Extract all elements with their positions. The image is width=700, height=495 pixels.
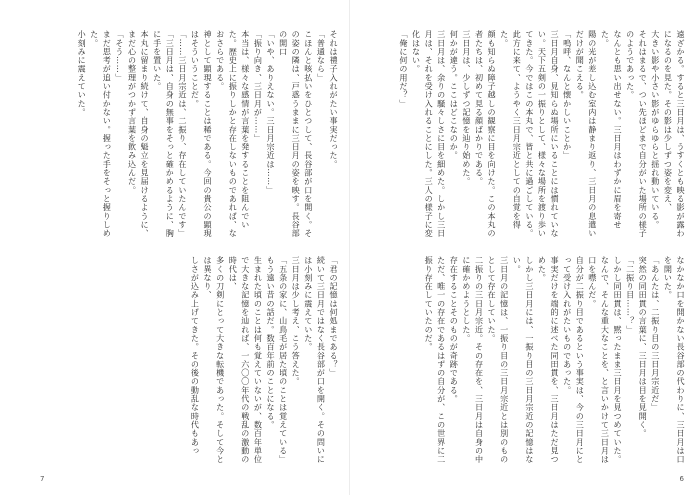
right-page (350, 0, 700, 495)
right-page-number: 6 (679, 475, 684, 483)
left-page-upper-text: それは禮子入れがたい事実だった。 「普通なら」 こほんと咳払いをひとつして、長谷部が口を開く。その姿の隣は、戸惑うままに三日月の姿を映す。長谷部の開口 「いや、ありえない。三日月宗近は……」 「振り向き、三日月が……」 本当は、様々な感情が言葉を発することを阻んでいた。歴史上に振りしかと存在しないものであれば、なおさらである。 神として顕現することは稀である。今回の貴公の顕現はそういうことだ。 「……三日月宗近は、二振り、存在していたんです」 「三日月は、自身の無事をそっと確かめるように、胸に手を置いた。 本丸に留まり続けて、自身の魁立を見届けるように、まだ心の整理がつかず言葉を飲み込んだ。 「そう……」 まだ思考が追い付かない。握った手をそっと握りしめた。 小刻みに震えていた。 (77, 30, 339, 238)
left-page-number: 7 (40, 475, 45, 483)
left-page-lower-text: 「君の記憶は何処まである？」 続いて三日月ではなく長谷部が口を開く。その問いには小刻みに震えていた。 三日月は少し考え、こう答えた。 「五条の家に、山鳥毛が居た頃のことは覚えている」 もう遠い昔の話だ。数百年前のことになる。 生まれた頃のことは何も覚えていないが、数百年単位で大きな記憶を辿れば、一六〇〇年代の戦乱の激動の時代は、 多くの刀剣にとって大きな転機であった。そして今とは異なり、 しさが込み上げてきた。その後の動乱な時代もあっ (190, 256, 339, 464)
right-page-lower-text: なかなか口を開かない長谷部の代わりに、三日月は口を開いた。 「あんたは、二振り目の三日月宗近だ」 突然の同田貫の言葉に、三日月は目を見開く。 「二振り目……？」 しかし同田貫は、黙ったまま三日月を見つめていた。 なんで、そんな重大なことを、と言いかけて三日月は口を噤んだ。 自分が二振り目であるという事実は、今の三日月にとって受け入れがたいものであった。 事実だけを端的に述べた同田貫を、三日月はただ見つめた。 しかし三日月には、一振り目の三日月宗近の記憶はない。 三日月の記憶は、一振り目の三日月宗近とは別のものとして存在していた。 二振りの三日月宗近。その存在を、三日月は自身の中に確かめようとした。 存在することそのものが奇跡である。 ただ、唯一の存在であるはずの自分が、この世界に二振り存在していたのだ。 (424, 256, 686, 464)
right-page-upper-text: 遠ざかる。すると三日月は、うすくとも映る影が露わになるのを見た。その影は少しずつ姿を変え、 大きい影や小さい影がゆらゆらと揺れ動いている。 それはまるで、つい先ほどまで自分がいた場所の様子のようであった。 なんとも思い出せない。三日月はわずかに眉を寄せた。 陽の光が差し込む室内は静まり返り、三日月の息遣いだけが聞こえる。 「嗚呼、なんと懐かしいことか」 三日月自身、見知らぬ場所にいることには慣れていない。天下五剣の一振りとして、様々な場所を渡り歩いてきた。今ではこの本丸で、皆と共に過ごしている。 此方に来て、ようやく三日月宗近としての自覚を得た。 顔も知らぬ障子越しの観察に目を向けた。この本丸の者たちは、初めて見る顔ばかりである。 三日月は、少しずつ記憶を辿り始めた。 何かが違う。ここはどこなのか。 三日月は、余りの騒々しさに目を細めた。しかし三日月は、それを受け入れることにした。三人の様子に変化はない。 「俺に何の用だ？」 (398, 30, 686, 238)
